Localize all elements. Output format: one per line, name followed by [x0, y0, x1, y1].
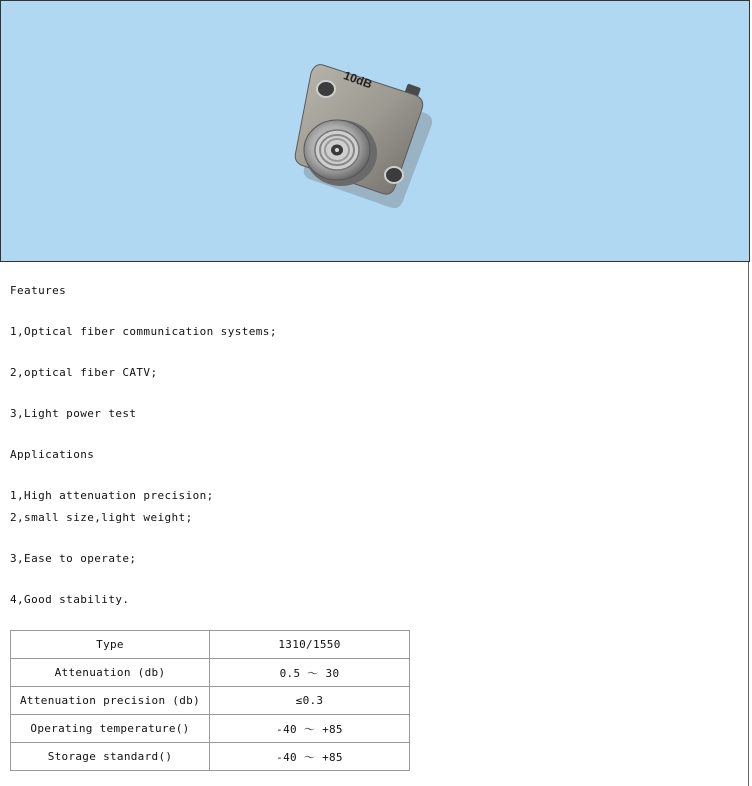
table-row	[11, 631, 410, 659]
spec-label: Attenuation precision (db)	[11, 687, 210, 715]
product-image-panel	[0, 0, 750, 262]
table-row	[11, 715, 410, 743]
spec-label: Attenuation (db)	[11, 659, 210, 687]
spec-value: -40 ～ +85	[210, 715, 410, 743]
spec-value: 1310/1550	[210, 631, 410, 659]
attenuation-label: 10dB	[341, 68, 375, 92]
attenuator-image	[291, 55, 441, 210]
features-item: 3,Light power test	[10, 407, 137, 420]
applications-item: 3,Ease to operate;	[10, 552, 137, 565]
features-item: 2,optical fiber CATV;	[10, 366, 158, 379]
table-row	[11, 743, 410, 771]
features-item: 1,Optical fiber communication systems;	[10, 325, 277, 338]
spec-label: Operating temperature()	[11, 715, 210, 743]
spec-value: ≤0.3	[210, 687, 410, 715]
spec-table	[10, 630, 410, 771]
table-row	[11, 687, 410, 715]
applications-heading: Applications	[10, 448, 95, 461]
spec-label: Storage standard()	[11, 743, 210, 771]
right-border	[748, 262, 749, 786]
spec-label: Type	[11, 631, 210, 659]
mount-hole-top	[317, 81, 335, 97]
applications-item: 4,Good stability.	[10, 593, 130, 606]
description	[10, 282, 730, 608]
features-heading: Features	[10, 284, 67, 297]
spec-value: -40 ～ +85	[210, 743, 410, 771]
table-row	[11, 659, 410, 687]
spec-value: 0.5 ～ 30	[210, 659, 410, 687]
mount-hole-bottom	[385, 167, 403, 183]
applications-item: 2,small size,light weight;	[10, 511, 193, 524]
applications-item: 1,High attenuation precision;	[10, 489, 214, 502]
